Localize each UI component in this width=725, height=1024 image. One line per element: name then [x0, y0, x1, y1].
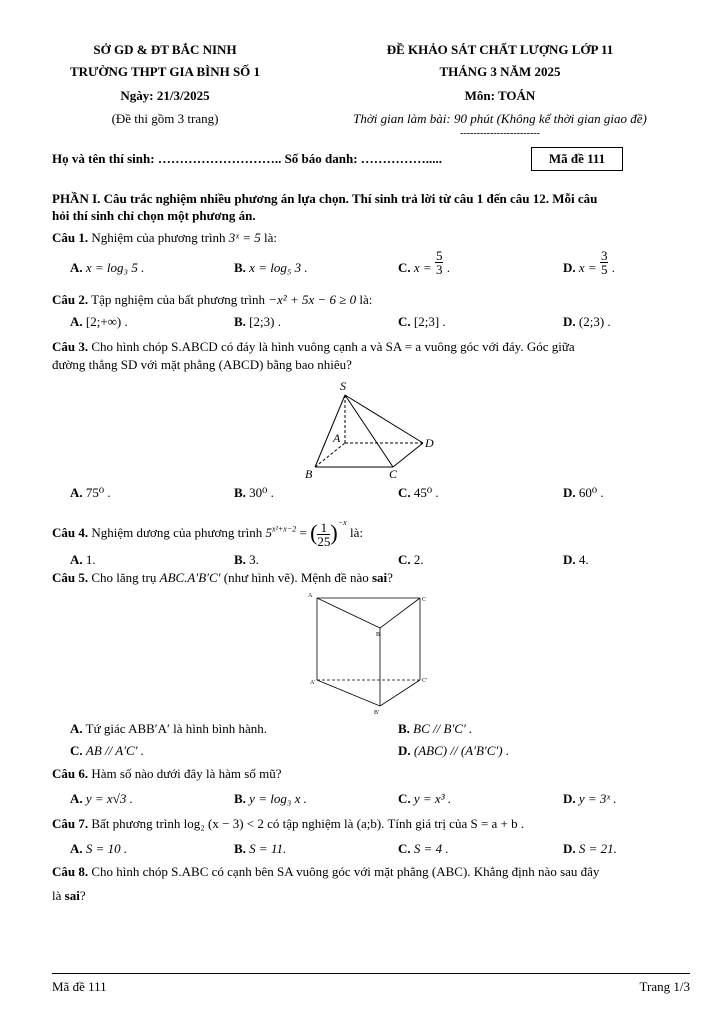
question-6: Câu 6. Hàm số nào dưới đây là hàm số mũ?	[52, 766, 282, 781]
q2-option-d[interactable]: D. (2;3) .	[563, 314, 611, 329]
footer-divider	[52, 973, 690, 974]
page-count-note: (Đề thi gồm 3 trang)	[111, 111, 219, 126]
edge-SC	[345, 395, 393, 467]
question-math: 3ˣ = 5	[228, 230, 261, 245]
prism-figure	[300, 588, 440, 718]
label-C: C	[389, 467, 398, 480]
q6-option-d[interactable]: D. y = 3ˣ .	[563, 791, 617, 806]
edge-CD	[393, 443, 423, 467]
q2-option-b[interactable]: B. [2;3) .	[234, 314, 281, 329]
q3-option-c[interactable]: C. 45⁰ .	[398, 485, 439, 500]
question-1	[52, 230, 277, 246]
question-text: Nghiệm của phương trình	[91, 230, 226, 245]
edge-B1C1	[380, 680, 420, 706]
question-tail: là:	[263, 230, 277, 245]
q7-option-d[interactable]: D. S = 21.	[563, 841, 617, 856]
q2-option-c[interactable]: C. [2;3] .	[398, 314, 446, 329]
label-A1: A'	[310, 680, 316, 686]
q5-option-d[interactable]: D. (ABC) // (A′B′C′) .	[398, 743, 510, 758]
question-8-cont: là sai?	[52, 888, 86, 903]
label-S: S	[340, 379, 346, 393]
edge-AB	[317, 598, 380, 628]
subject: Môn: TOÁN	[464, 88, 536, 103]
label-B1: B'	[374, 710, 380, 716]
q5-option-c[interactable]: C. AB // A′C′ .	[70, 743, 145, 758]
q6-option-c[interactable]: C. y = x³ .	[398, 791, 452, 806]
candidate-info-line: Họ và tên thí sinh: ……………………….. Số báo danh: …………….....	[52, 151, 443, 166]
question-8: Câu 8. Cho hình chóp S.ABC có cạnh bên SA vuông góc với mặt phẳng (ABC). Khẳng định nào sau đây	[52, 864, 600, 879]
q7-option-a[interactable]: A. S = 10 .	[70, 841, 128, 856]
label-A: A	[308, 593, 313, 599]
q1-option-c[interactable]: C. x = $\frac{5}{3}$ .	[398, 247, 450, 277]
q4-option-d[interactable]: D. 4.	[563, 552, 589, 567]
question-4: Câu 4. Nghiệm dương của phương trình $5^{x^2+x-2}$ = ( $\frac{1}{25}$ )$^{-x}$ là:	[52, 518, 363, 549]
time-limit: Thời gian làm bài: 90 phút (Không kể thời gian giao đề)	[353, 111, 647, 126]
question-5: Câu 5. Cho lăng trụ ABC.A′B′C′ (như hình vẽ). Mệnh đề nào sai?	[52, 570, 393, 585]
label-C: C	[422, 597, 427, 603]
q4-option-b[interactable]: B. 3.	[234, 552, 259, 567]
exam-title: ĐỀ KHẢO SÁT CHẤT LƯỢNG LỚP 11	[386, 42, 614, 57]
label-B: B	[305, 467, 313, 480]
q4-option-a[interactable]: A. 1.	[70, 552, 96, 567]
label-C1: C'	[422, 678, 428, 684]
exam-month: THÁNG 3 NĂM 2025	[439, 64, 561, 79]
q7-option-b[interactable]: B. S = 11.	[234, 841, 287, 856]
exam-code-box: Mã đề 111	[531, 147, 623, 171]
footer-page-number: Trang 1/3	[639, 979, 690, 994]
question-label: Câu 1.	[52, 230, 89, 245]
label-B: B	[376, 632, 381, 638]
exam-date: Ngày: 21/3/2025	[120, 88, 210, 103]
part1-title: PHẦN I. Câu trắc nghiệm nhiều phương án lựa chọn. Thí sinh trả lời từ câu 1 đến câu 12. Mỗi câu	[52, 191, 598, 206]
q6-option-b[interactable]: B. y = log₃ x .	[234, 791, 307, 806]
q1-option-b[interactable]: B. x = log₅ 3 .	[234, 260, 308, 275]
header-dashes: ------------------------	[460, 128, 540, 139]
school-dept: SỞ GD & ĐT BẮC NINH	[93, 42, 237, 57]
q6-option-a[interactable]: A. y = x√3 .	[70, 791, 133, 806]
q1-option-d[interactable]: D. x = $\frac{3}{5}$ .	[563, 247, 615, 277]
q1-option-a[interactable]: A. x = log₃ 5 .	[70, 260, 145, 275]
q4-option-c[interactable]: C. 2.	[398, 552, 424, 567]
question-7: Câu 7. Bất phương trình log₂ (x − 3) < 2 có tập nghiệm là (a;b). Tính giá trị của S = a + b .	[52, 816, 525, 831]
question-2: Câu 2. Tập nghiệm của bất phương trình −x² + 5x − 6 ≥ 0 là:	[52, 292, 373, 307]
part1-title-cont: hỏi thí sinh chỉ chọn một phương án.	[52, 208, 256, 223]
q3-option-a[interactable]: A. 75⁰ .	[70, 485, 111, 500]
edge-A1B1	[317, 680, 380, 706]
edge-BC	[380, 598, 420, 628]
q5-option-b[interactable]: B. BC // B′C′ .	[398, 721, 473, 736]
label-A: A	[333, 431, 341, 445]
label-D: D	[425, 436, 434, 450]
question-3-cont: đường thẳng SD với mặt phẳng (ABCD) bằng bao nhiêu?	[52, 357, 352, 372]
question-3: Câu 3. Cho hình chóp S.ABCD có đáy là hình vuông cạnh a và SA = a vuông góc với đáy. Góc giữa	[52, 339, 575, 354]
edge-SD	[345, 395, 423, 443]
edge-SB	[315, 395, 345, 467]
footer-exam-code: Mã đề 111	[52, 979, 107, 994]
q2-option-a[interactable]: A. [2;+∞) .	[70, 314, 128, 329]
q7-option-c[interactable]: C. S = 4 .	[398, 841, 449, 856]
q3-option-b[interactable]: B. 30⁰ .	[234, 485, 274, 500]
pyramid-figure	[295, 375, 445, 480]
q3-option-d[interactable]: D. 60⁰ .	[563, 485, 604, 500]
q5-option-a[interactable]: A. Tứ giác ABB′A′ là hình bình hành.	[70, 721, 268, 736]
school-name: TRƯỜNG THPT GIA BÌNH SỐ 1	[69, 64, 261, 79]
